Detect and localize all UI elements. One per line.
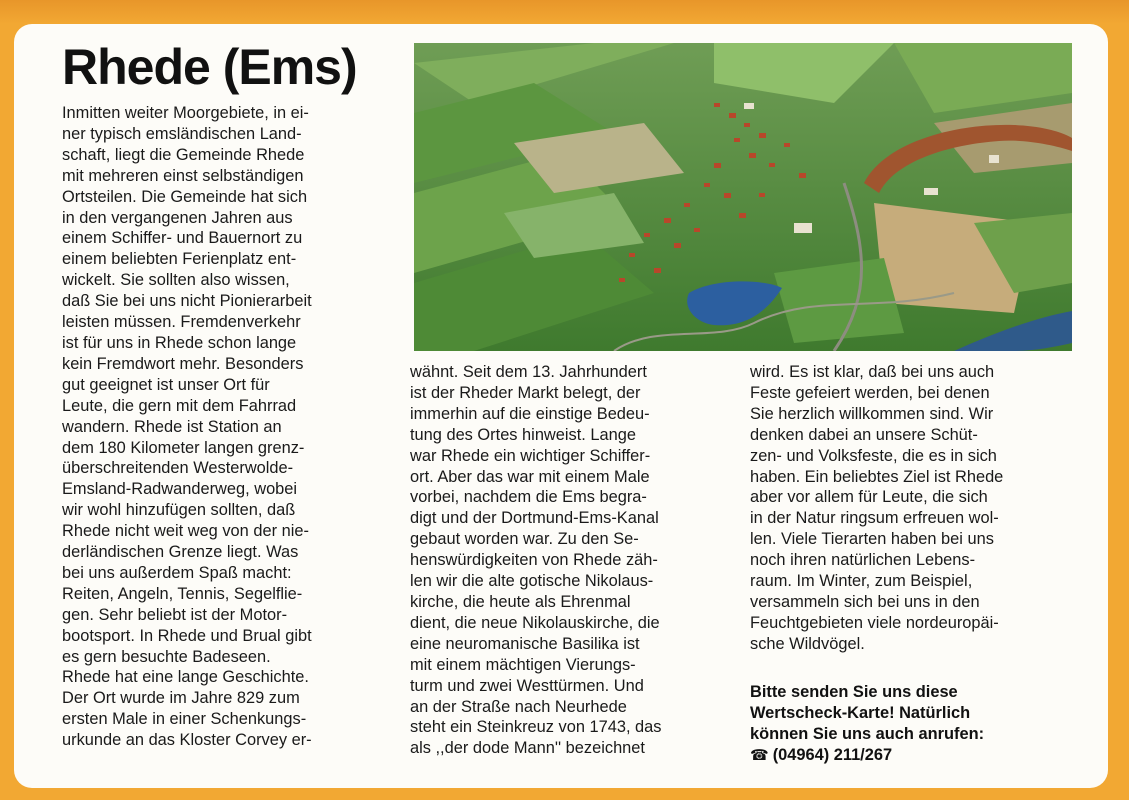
text-line: in den vergangenen Jahren aus bbox=[62, 208, 293, 227]
text-line: ist der Rheder Markt belegt, der bbox=[410, 383, 641, 402]
text-line: kein Fremdwort mehr. Besonders bbox=[62, 354, 304, 373]
text-line: ner typisch emsländischen Land- bbox=[62, 124, 302, 143]
text-line: digt und der Dortmund-Ems-Kanal bbox=[410, 509, 659, 528]
text-line: steht ein Steinkreuz von 1743, das bbox=[410, 718, 662, 737]
text-line: Ortsteilen. Die Gemeinde hat sich bbox=[62, 187, 308, 206]
text-line: wird. Es ist klar, daß bei uns auch bbox=[750, 363, 995, 381]
text-line: Inmitten weiter Moorgebiete, in ei- bbox=[62, 104, 309, 122]
text-column-3 bbox=[750, 362, 1070, 655]
call-to-action bbox=[750, 682, 984, 766]
text-line: Der Ort wurde im Jahre 829 zum bbox=[62, 689, 300, 708]
text-line: gut geeignet ist unser Ort für bbox=[62, 375, 270, 394]
text-line: Reiten, Angeln, Tennis, Segelflie- bbox=[62, 584, 303, 603]
text-line: versammeln sich bei uns in den bbox=[750, 592, 980, 611]
text-column-1 bbox=[62, 103, 362, 751]
text-line: ist für uns in Rhede schon lange bbox=[62, 333, 297, 352]
text-line: wickelt. Sie sollten also wissen, bbox=[62, 271, 290, 290]
text-column-2 bbox=[410, 362, 720, 759]
text-line: es gern besuchte Badeseen. bbox=[62, 647, 271, 666]
text-line: gebaut worden war. Zu den Se- bbox=[410, 530, 639, 549]
text-line: vorbei, nachdem die Ems begra- bbox=[410, 488, 647, 507]
text-line: len wir die alte gotische Nikolaus- bbox=[410, 572, 654, 591]
cta-line-3: können Sie uns auch anrufen: bbox=[750, 725, 985, 743]
card-frame-top bbox=[0, 0, 1129, 24]
text-line: schaft, liegt die Gemeinde Rhede bbox=[62, 145, 305, 164]
telephone-icon: ☎ bbox=[750, 747, 769, 764]
text-line: an der Straße nach Neurhede bbox=[410, 697, 627, 716]
text-line: immerhin auf die einstige Bedeu- bbox=[410, 404, 650, 423]
text-line: urkunde an das Kloster Corvey er- bbox=[62, 731, 312, 750]
text-line: als ,,der dode Mann'' bezeichnet bbox=[410, 739, 645, 758]
text-line: wähnt. Seit dem 13. Jahrhundert bbox=[410, 363, 647, 381]
text-line: tung des Ortes hinweist. Lange bbox=[410, 425, 636, 444]
text-line: Rhede nicht weit weg von der nie- bbox=[62, 522, 309, 541]
text-line: denken dabei an unsere Schüt- bbox=[750, 425, 978, 444]
text-line: haben. Ein beliebtes Ziel ist Rhede bbox=[750, 467, 1004, 486]
text-line: turm und zwei Westtürmen. Und bbox=[410, 676, 644, 695]
text-line: bei uns außerdem Spaß macht: bbox=[62, 563, 292, 582]
phone-number: (04964) 211/267 bbox=[772, 746, 893, 764]
text-line: in der Natur ringsum erfreuen wol- bbox=[750, 509, 999, 528]
text-line: zen- und Volksfeste, die es in sich bbox=[750, 446, 997, 465]
text-line: Feuchtgebieten viele nordeuropäi- bbox=[750, 613, 999, 632]
text-line: kirche, die heute als Ehrenmal bbox=[410, 592, 631, 611]
text-line: überschreitenden Westerwolde- bbox=[62, 459, 294, 478]
text-line: ort. Aber das war mit einem Male bbox=[410, 467, 650, 486]
aerial-photo bbox=[414, 43, 1072, 351]
text-line: Leute, die gern mit dem Fahrrad bbox=[62, 396, 297, 415]
text-line: derländischen Grenze liegt. Was bbox=[62, 543, 299, 562]
text-line: bootsport. In Rhede und Brual gibt bbox=[62, 626, 312, 645]
text-line: daß Sie bei uns nicht Pionierarbeit bbox=[62, 292, 312, 311]
text-line: gen. Sehr beliebt ist der Motor- bbox=[62, 605, 288, 624]
text-line: leisten müssen. Fremdenverkehr bbox=[62, 313, 301, 332]
text-line: mit einem mächtigen Vierungs- bbox=[410, 655, 636, 674]
text-line: eine neuromanische Basilika ist bbox=[410, 634, 640, 653]
text-line: henswürdigkeiten von Rhede zäh- bbox=[410, 551, 658, 570]
text-line: war Rhede ein wichtiger Schiffer- bbox=[410, 446, 651, 465]
text-line: dem 180 Kilometer langen grenz- bbox=[62, 438, 305, 457]
page-title: Rhede (Ems) bbox=[62, 39, 357, 95]
text-line: Emsland-Radwanderweg, wobei bbox=[62, 480, 298, 499]
text-line: noch ihren natürlichen Lebens- bbox=[750, 551, 976, 570]
text-line: Feste gefeiert werden, bei denen bbox=[750, 383, 990, 402]
text-line: wandern. Rhede ist Station an bbox=[62, 417, 282, 436]
text-line: einem Schiffer- und Bauernort zu bbox=[62, 229, 303, 248]
cta-line-1: Bitte senden Sie uns diese bbox=[750, 683, 958, 701]
text-line: wir wohl hinzufügen sollten, daß bbox=[62, 501, 296, 520]
text-line: len. Viele Tierarten haben bei uns bbox=[750, 530, 994, 549]
text-line: dient, die neue Nikolauskirche, die bbox=[410, 613, 660, 632]
text-line: Rhede hat eine lange Geschichte. bbox=[62, 668, 309, 687]
cta-phone-line bbox=[750, 745, 984, 766]
cta-line-2: Wertscheck-Karte! Natürlich bbox=[750, 704, 971, 722]
text-line: aber vor allem für Leute, die sich bbox=[750, 488, 988, 507]
text-line: raum. Im Winter, zum Beispiel, bbox=[750, 572, 973, 591]
text-line: Sie herzlich willkommen sind. Wir bbox=[750, 404, 994, 423]
text-line: mit mehreren einst selbständigen bbox=[62, 166, 304, 185]
aerial-photo-illustration bbox=[414, 43, 1072, 351]
text-line: ersten Male in einer Schenkungs- bbox=[62, 710, 307, 729]
text-line: einem beliebten Ferienplatz ent- bbox=[62, 250, 297, 269]
text-line: sche Wildvögel. bbox=[750, 634, 865, 653]
